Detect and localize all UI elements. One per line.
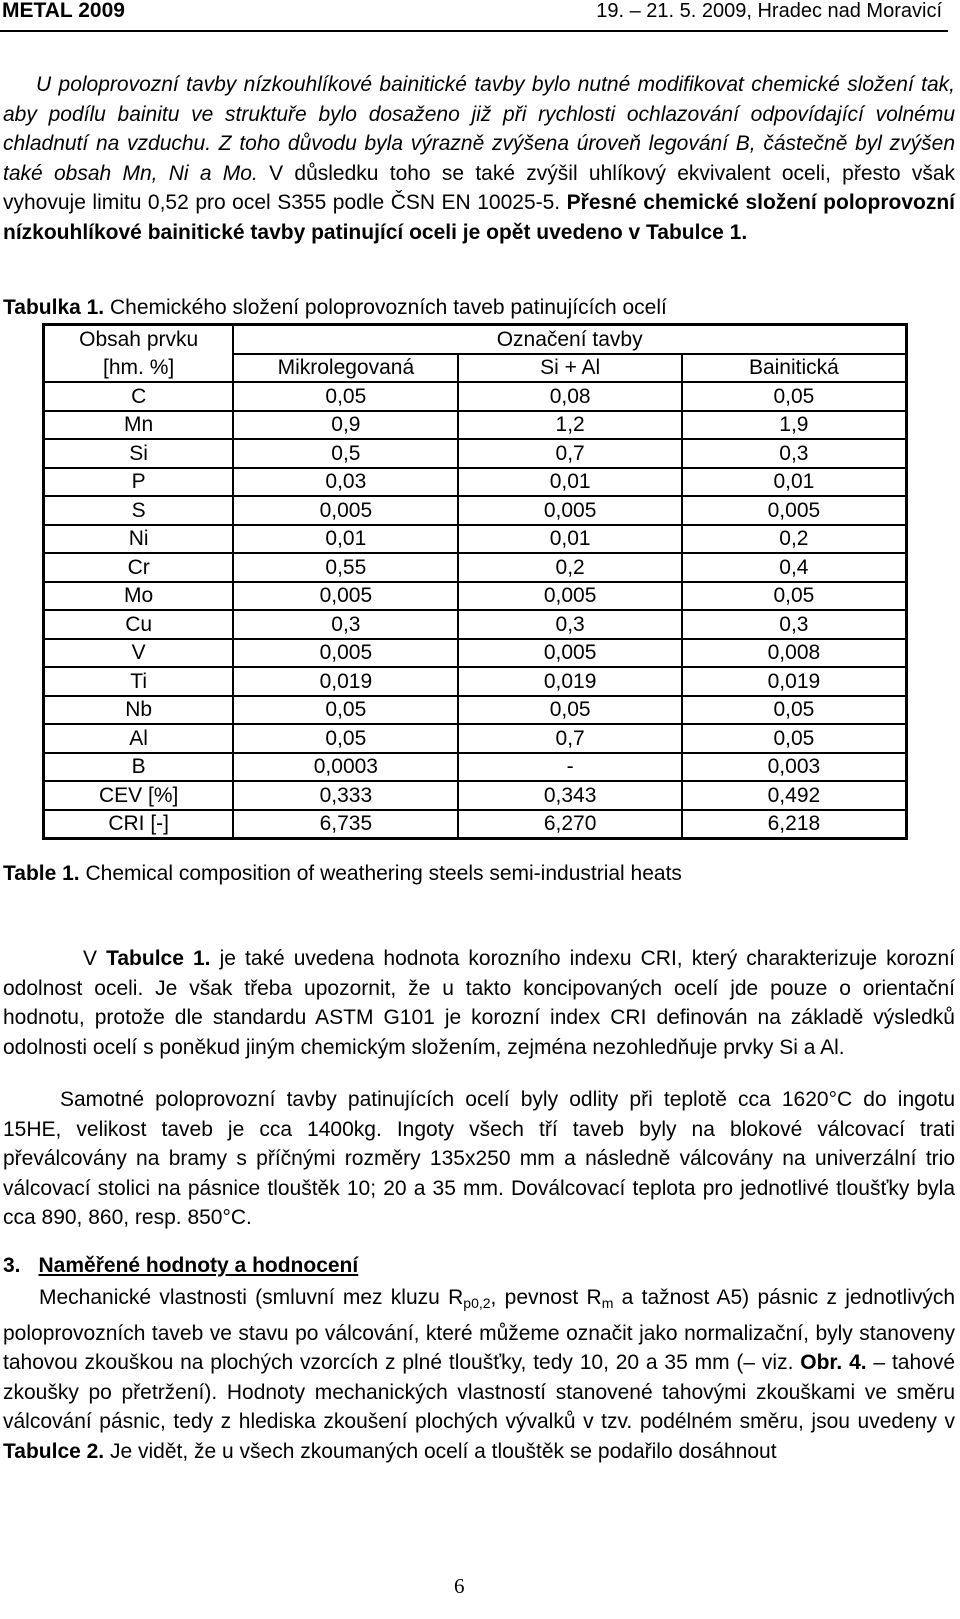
table-cell-element: Si [44,439,234,468]
table-cell-element: Cr [44,553,234,582]
subscript-m: m [601,1295,614,1311]
section-number: 3. [3,1254,21,1277]
page-number: 6 [454,1574,465,1598]
table-row [44,696,907,725]
header-heat-designation: Označení tavby [233,325,906,354]
table-cell-element: Nb [44,696,234,725]
table-cell-element: Al [44,724,234,753]
table-cell-element: V [44,639,234,668]
table-cell-value: 0,492 [682,781,907,810]
table-cell-value: 0,2 [458,553,681,582]
table-cell-value: 0,3 [458,610,681,639]
table-cell-element: Ti [44,667,234,696]
table-caption-cz [3,296,667,320]
table-cell-value: 0,005 [458,639,681,668]
table-row [44,639,907,668]
table-cell-value: 0,05 [233,696,458,725]
table-cell-value: 0,005 [233,582,458,611]
table-cell-element: P [44,468,234,497]
table-cell-element: Mo [44,582,234,611]
table-row [44,781,907,810]
paragraph-mech-text-3: a tažnost A5) pásnic z jednotlivých poloprovozních taveb ve stavu po válcování, které můžeme označit jako normalizační, byly stanoveny tahovou zkouškou na plochých vzorcích z plné tloušťky, tedy 10, 20 a 35 mm (– viz. [3,1286,955,1374]
paragraph-intro-normal: V důsledku toho se také zvýšil uhlíkový ekvivalent oceli, přesto však vyhovuje limitu 0,52 pro ocel S355 podle ČSN EN 10025-5. [3,161,955,214]
table-cell-value: 0,005 [458,582,681,611]
paragraph-mech-text-5: Je vidět, že u všech zkoumaných ocelí a tlouštěk se podařilo dosáhnout [104,1439,777,1463]
figure-ref: Obr. 4. [800,1351,867,1374]
paragraph-mech-text-2: , pevnost R [490,1286,602,1309]
table-cell-value: 0,9 [233,411,458,440]
table-cell-element: Mn [44,411,234,440]
table-row [44,810,907,839]
table-cell-value: 0,005 [458,496,681,525]
table-cell-value: 0,01 [233,525,458,554]
table-cell-element: C [44,382,234,411]
table-cell-value: 0,005 [233,639,458,668]
table-cell-element: CEV [%] [44,781,234,810]
table-row [44,439,907,468]
header-col-microalloyed: Mikrolegovaná [233,354,458,383]
table-row [44,496,907,525]
table2-ref: Tabulce 2. [3,1439,105,1463]
table-cell-value: 0,7 [458,724,681,753]
table-caption-en-label: Table 1. [3,862,80,885]
table-cell-value: 0,05 [682,724,907,753]
paragraph-intro [3,70,955,247]
paragraph-cri-ref: Tabulce 1. [106,947,211,970]
table-cell-value: 0,05 [233,382,458,411]
table-cell-value: 0,05 [233,724,458,753]
table-header-row-1 [44,325,907,354]
table-cell-element: CRI [-] [44,810,234,839]
table-cell-value: 0,5 [233,439,458,468]
table-row [44,610,907,639]
subscript-p02: p0,2 [463,1295,491,1311]
table-cell-value: 0,3 [233,610,458,639]
table-cell-value: - [458,753,681,782]
table-cell-value: 0,019 [682,667,907,696]
table-caption-cz-label: Tabulka 1. [3,296,105,319]
table-row [44,525,907,554]
table-cell-value: 0,005 [682,496,907,525]
table-cell-value: 0,01 [458,468,681,497]
table-cell-element: S [44,496,234,525]
paragraph-intro-italic: U poloprovozní tavby nízkouhlíkové bainitické tavby bylo nutné modifikovat chemické složení tak, aby podílu bainitu ve struktuře bylo dosaženo již při rychlosti ochlazování odpovídající volnému chladnutí na vzduchu. Z toho důvodu byla výrazně zvýšena úroveň legování B, částečně byl zvýšen také obsah Mn, Ni a Mo. [3,73,955,185]
table-cell-value: 0,08 [458,382,681,411]
table-cell-value: 0,05 [682,582,907,611]
composition-table [42,323,908,840]
paragraph-mech-text-1: Mechanické vlastnosti (smluvní mez kluzu R [39,1286,464,1309]
header-element-line2: [hm. %] [44,354,234,383]
table-row [44,553,907,582]
table-cell-value: 6,270 [458,810,681,839]
table-row [44,667,907,696]
table-cell-value: 0,01 [682,468,907,497]
table-cell-value: 0,01 [458,525,681,554]
table-cell-value: 0,0003 [233,753,458,782]
paragraph-cri [3,944,955,1062]
paragraph-mech-text-4: – tahové zkoušky po přetržení). Hodnoty mechanických vlastností stanovené tahovými zkouškami ve směru válcování pásnic, tedy z hlediska zkoušení plochých vývalků v tzv. podélném směru, jsou uvedeny v [3,1351,955,1433]
section-heading [3,1254,358,1278]
table-cell-value: 0,3 [682,439,907,468]
table-cell-value: 0,03 [233,468,458,497]
table-cell-value: 6,735 [233,810,458,839]
table-cell-value: 0,05 [682,382,907,411]
table-cell-value: 0,005 [233,496,458,525]
table-cell-value: 0,343 [458,781,681,810]
paragraph-cri-pre: V [83,947,98,970]
table-cell-value: 0,55 [233,553,458,582]
table-cell-element: Ni [44,525,234,554]
table-ref-link: Tabulce 1. [646,220,748,244]
table-caption-en-text: Chemical composition of weathering steels semi-industrial heats [85,862,682,885]
header-col-si-al: Si + Al [458,354,681,383]
paragraph-casting: Samotné poloprovozní tavby patinujících ocelí byly odlity při teplotě cca 1620°C do ingotu 15HE, velikost taveb je cca 1400kg. Ingoty všech tří taveb byly na blokové válcovací trati převálcovány na bramy s příčnými rozměry 135x250 mm a následně válcovány na univerzální trio válcovací stolici na pásnice tlouštěk 10; 20 a 35 mm. Doválcovací teplota pro jednotlivé tloušťky byla cca 890, 860, resp. 850°C. [3,1088,955,1229]
table-caption-en [3,862,682,886]
table-cell-value: 6,218 [682,810,907,839]
table-row [44,382,907,411]
table-cell-element: B [44,753,234,782]
table-cell-value: 1,2 [458,411,681,440]
table-cell-value: 0,008 [682,639,907,668]
header-col-bainitic: Bainitická [682,354,907,383]
page-header [0,0,948,32]
conference-date-place: 19. – 21. 5. 2009, Hradec nad Moravicí [596,0,942,22]
table-row [44,753,907,782]
paragraph-mechanical [3,1283,955,1466]
table-cell-value: 0,7 [458,439,681,468]
table-header-row-2 [44,354,907,383]
table-cell-value: 1,9 [682,411,907,440]
table-row [44,468,907,497]
conference-name: METAL 2009 [2,0,125,22]
table-row [44,724,907,753]
table-cell-value: 0,019 [458,667,681,696]
section-title: Naměřené hodnoty a hodnocení [38,1254,359,1277]
paragraph-intro-bold: Přesné chemické složení poloprovozní nízkouhlíkové bainitické tavby patinující oceli je opět uvedeno v [3,191,955,244]
table-cell-value: 0,3 [682,610,907,639]
table-cell-element: Cu [44,610,234,639]
table-caption-cz-text: Chemického složení poloprovozních taveb patinujících ocelí [110,296,667,319]
table-row [44,582,907,611]
paragraph-cri-text: je také uvedena hodnota korozního indexu CRI, který charakterizuje korozní odolnost oceli. Je však třeba upozornit, že u takto koncipovaných ocelí jde pouze o orientační hodnotu, protože dle standardu ASTM G101 je korozní index CRI definován na základě výsledků odolnosti ocelí s poněkud jiným chemickým složením, zejména nezohledňuje prvky Si a Al. [3,947,955,1059]
header-element-line1: Obsah prvku [44,325,234,354]
table-cell-value: 0,003 [682,753,907,782]
table-cell-value: 0,019 [233,667,458,696]
table-cell-value: 0,2 [682,525,907,554]
table-body [44,382,907,839]
table-row [44,411,907,440]
table-cell-value: 0,05 [682,696,907,725]
table-cell-value: 0,333 [233,781,458,810]
table-cell-value: 0,05 [458,696,681,725]
table-cell-value: 0,4 [682,553,907,582]
